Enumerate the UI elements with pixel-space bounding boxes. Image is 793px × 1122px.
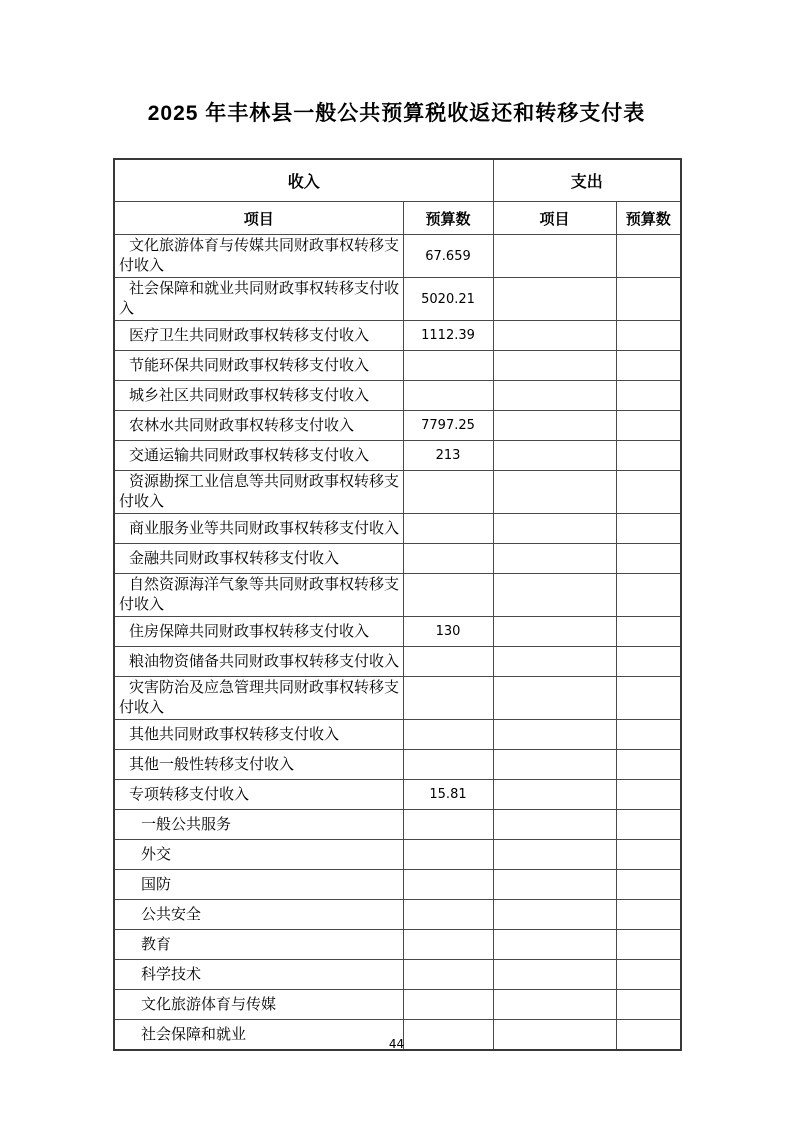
- income-budget-cell: [403, 574, 493, 617]
- table-row: [114, 720, 681, 750]
- income-item-cell: 资源勘探工业信息等共同财政事权转移支付收入: [114, 471, 403, 514]
- expenditure-budget-cell: [616, 411, 681, 441]
- table-row: [114, 321, 681, 351]
- page-title: 2025 年丰林县一般公共预算税收返还和转移支付表: [147, 102, 646, 125]
- income-item-cell: 商业服务业等共同财政事权转移支付收入: [114, 514, 403, 544]
- expenditure-item-cell: [493, 780, 616, 810]
- table-row: [114, 441, 681, 471]
- table-row: [114, 411, 681, 441]
- table-row: [114, 514, 681, 544]
- income-budget-cell: 7797.25: [403, 411, 493, 441]
- budget-table: [113, 158, 682, 1051]
- expenditure-budget-cell: [616, 647, 681, 677]
- income-item-cell: 公共安全: [114, 900, 403, 930]
- expenditure-item-cell: [493, 574, 616, 617]
- income-item-cell: 农林水共同财政事权转移支付收入: [114, 411, 403, 441]
- income-budget-cell: [403, 647, 493, 677]
- expenditure-item-column-header: 项目: [493, 202, 616, 235]
- expenditure-budget-cell: [616, 870, 681, 900]
- table-row: [114, 235, 681, 278]
- income-item-cell: 专项转移支付收入: [114, 780, 403, 810]
- expenditure-budget-cell: [616, 780, 681, 810]
- income-item-cell: 一般公共服务: [114, 810, 403, 840]
- expenditure-item-cell: [493, 810, 616, 840]
- expenditure-item-cell: [493, 990, 616, 1020]
- income-item-cell: 国防: [114, 870, 403, 900]
- income-budget-cell: [403, 870, 493, 900]
- expenditure-budget-cell: [616, 930, 681, 960]
- income-item-cell: 文化旅游体育与传媒: [114, 990, 403, 1020]
- page-number: 44: [388, 1037, 405, 1051]
- income-budget-cell: [403, 900, 493, 930]
- expenditure-budget-cell: [616, 351, 681, 381]
- income-budget-cell: 67.659: [403, 235, 493, 278]
- table-row: [114, 750, 681, 780]
- expenditure-budget-cell: [616, 321, 681, 351]
- expenditure-budget-cell: [616, 278, 681, 321]
- income-budget-cell: [403, 810, 493, 840]
- income-budget-cell: 5020.21: [403, 278, 493, 321]
- expenditure-item-cell: [493, 960, 616, 990]
- expenditure-item-cell: [493, 411, 616, 441]
- expenditure-item-cell: [493, 514, 616, 544]
- expenditure-item-cell: [493, 471, 616, 514]
- income-item-cell: 粮油物资储备共同财政事权转移支付收入: [114, 647, 403, 677]
- expenditure-item-cell: [493, 351, 616, 381]
- table-header-row-columns: [114, 202, 681, 235]
- expenditure-item-cell: [493, 720, 616, 750]
- income-budget-cell: [403, 381, 493, 411]
- income-item-cell: 文化旅游体育与传媒共同财政事权转移支付收入: [114, 235, 403, 278]
- income-item-cell: 交通运输共同财政事权转移支付收入: [114, 441, 403, 471]
- expenditure-item-cell: [493, 647, 616, 677]
- expenditure-budget-cell: [616, 677, 681, 720]
- table-row: [114, 960, 681, 990]
- table-header-row-sections: [114, 159, 681, 202]
- income-item-cell: 其他共同财政事权转移支付收入: [114, 720, 403, 750]
- income-budget-cell: [403, 750, 493, 780]
- expenditure-budget-cell: [616, 514, 681, 544]
- income-budget-cell: [403, 960, 493, 990]
- expenditure-budget-cell: [616, 990, 681, 1020]
- expenditure-item-cell: [493, 870, 616, 900]
- income-budget-cell: [403, 677, 493, 720]
- income-budget-cell: [403, 351, 493, 381]
- expenditure-item-cell: [493, 617, 616, 647]
- expenditure-budget-cell: [616, 840, 681, 870]
- table-row: [114, 647, 681, 677]
- expenditure-item-cell: [493, 750, 616, 780]
- income-budget-cell: [403, 544, 493, 574]
- income-item-cell: 住房保障共同财政事权转移支付收入: [114, 617, 403, 647]
- income-budget-cell: [403, 930, 493, 960]
- income-budget-cell: [403, 514, 493, 544]
- income-budget-column-header: 预算数: [403, 202, 493, 235]
- table-row: [114, 351, 681, 381]
- table-row: [114, 381, 681, 411]
- income-item-cell: 城乡社区共同财政事权转移支付收入: [114, 381, 403, 411]
- table-row: [114, 780, 681, 810]
- table-row: [114, 617, 681, 647]
- expenditure-budget-cell: [616, 750, 681, 780]
- expenditure-budget-cell: [616, 900, 681, 930]
- expenditure-budget-cell: [616, 471, 681, 514]
- income-budget-cell: 130: [403, 617, 493, 647]
- expenditure-item-cell: [493, 381, 616, 411]
- income-item-cell: 自然资源海洋气象等共同财政事权转移支付收入: [114, 574, 403, 617]
- table-row: [114, 278, 681, 321]
- table-row: [114, 930, 681, 960]
- expenditure-budget-cell: [616, 960, 681, 990]
- income-budget-cell: [403, 720, 493, 750]
- income-budget-cell: [403, 990, 493, 1020]
- expenditure-budget-cell: [616, 810, 681, 840]
- expenditure-budget-cell: [616, 720, 681, 750]
- expenditure-item-cell: [493, 840, 616, 870]
- income-budget-cell: 1112.39: [403, 321, 493, 351]
- expenditure-item-cell: [493, 235, 616, 278]
- income-item-cell: 节能环保共同财政事权转移支付收入: [114, 351, 403, 381]
- income-item-column-header: 项目: [114, 202, 403, 235]
- expenditure-item-cell: [493, 930, 616, 960]
- income-item-cell: 社会保障和就业共同财政事权转移支付收入: [114, 278, 403, 321]
- income-item-cell: 灾害防治及应急管理共同财政事权转移支付收入: [114, 677, 403, 720]
- income-budget-cell: 15.81: [403, 780, 493, 810]
- expenditure-item-cell: [493, 677, 616, 720]
- table-row: [114, 870, 681, 900]
- expenditure-budget-column-header: 预算数: [616, 202, 681, 235]
- expenditure-budget-cell: [616, 441, 681, 471]
- expenditure-budget-cell: [616, 235, 681, 278]
- income-budget-cell: [403, 471, 493, 514]
- income-item-cell: 科学技术: [114, 960, 403, 990]
- income-item-cell: 外交: [114, 840, 403, 870]
- table-row: [114, 471, 681, 514]
- table-row: [114, 810, 681, 840]
- table-row: [114, 677, 681, 720]
- income-item-cell: 教育: [114, 930, 403, 960]
- expenditure-budget-cell: [616, 617, 681, 647]
- income-budget-cell: [403, 840, 493, 870]
- expenditure-item-cell: [493, 278, 616, 321]
- expenditure-item-cell: [493, 900, 616, 930]
- table-row: [114, 574, 681, 617]
- income-section-header: 收入: [114, 159, 493, 202]
- expenditure-item-cell: [493, 441, 616, 471]
- expenditure-budget-cell: [616, 381, 681, 411]
- income-item-cell: 社会保障和就业: [114, 1020, 403, 1051]
- expenditure-item-cell: [493, 544, 616, 574]
- table-row: [114, 840, 681, 870]
- income-item-cell: 其他一般性转移支付收入: [114, 750, 403, 780]
- expenditure-section-header: 支出: [493, 159, 681, 202]
- income-budget-cell: 213: [403, 441, 493, 471]
- table-row: [114, 900, 681, 930]
- table-row: [114, 544, 681, 574]
- expenditure-item-cell: [493, 321, 616, 351]
- table-row: [114, 990, 681, 1020]
- expenditure-budget-cell: [616, 544, 681, 574]
- expenditure-budget-cell: [616, 574, 681, 617]
- income-item-cell: 金融共同财政事权转移支付收入: [114, 544, 403, 574]
- income-item-cell: 医疗卫生共同财政事权转移支付收入: [114, 321, 403, 351]
